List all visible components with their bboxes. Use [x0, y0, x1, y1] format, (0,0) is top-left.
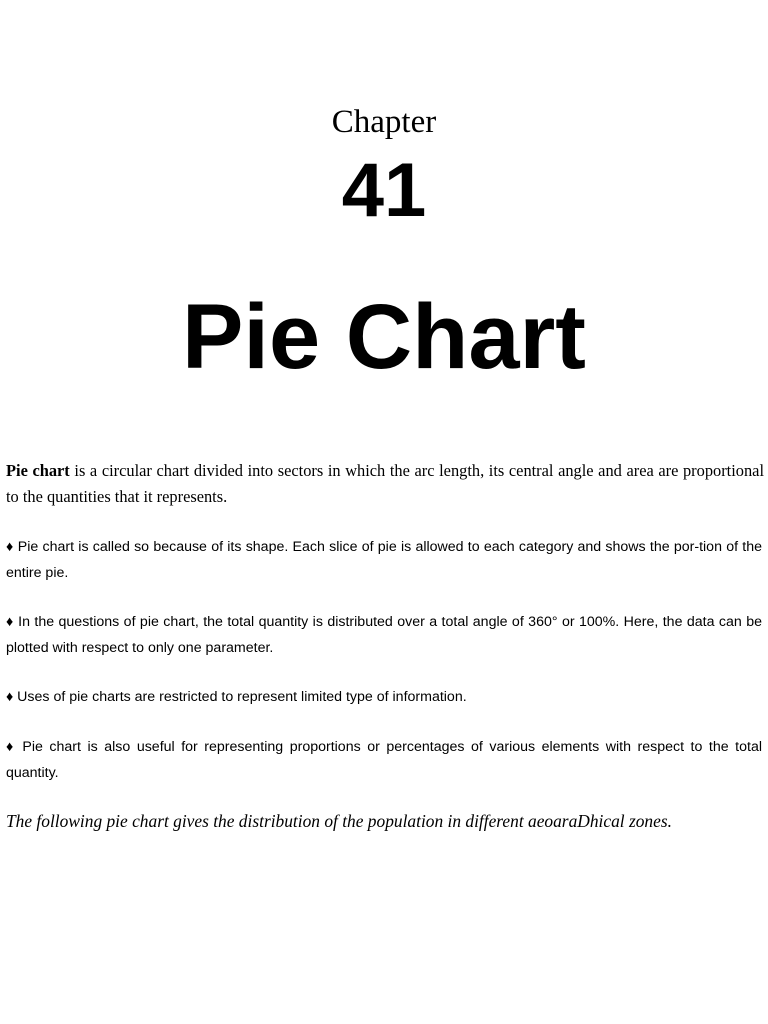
chapter-label: Chapter — [331, 104, 437, 140]
chapter-number: 41 — [341, 148, 427, 233]
intro-term: Pie chart — [6, 461, 70, 480]
intro-text: is a circular chart divided into sectors in which the arc length, its central angle and area are proportional to the quantities that it represents. — [6, 461, 764, 506]
intro-paragraph — [6, 458, 764, 510]
chapter-title: Pie Chart — [182, 286, 586, 388]
closing-sentence: The following pie chart gives the distribution of the population in different aeoaraDhical zones. — [6, 811, 672, 831]
bullet-uses: ♦ Uses of pie charts are restricted to represent limited type of information. — [6, 689, 467, 705]
bullet-total-angle: ♦ In the questions of pie chart, the total quantity is distributed over a total angle of 360° or 100%. Here, the data can be plotted with respect to only one parameter. — [6, 614, 762, 656]
bullet-shape: ♦ Pie chart is called so because of its shape. Each slice of pie is allowed to each category and shows the por-tion of the entire pie. — [6, 539, 762, 581]
bullet-proportions: ♦ Pie chart is also useful for representing proportions or percentages of various elements with respect to the total quantity. — [6, 739, 762, 781]
